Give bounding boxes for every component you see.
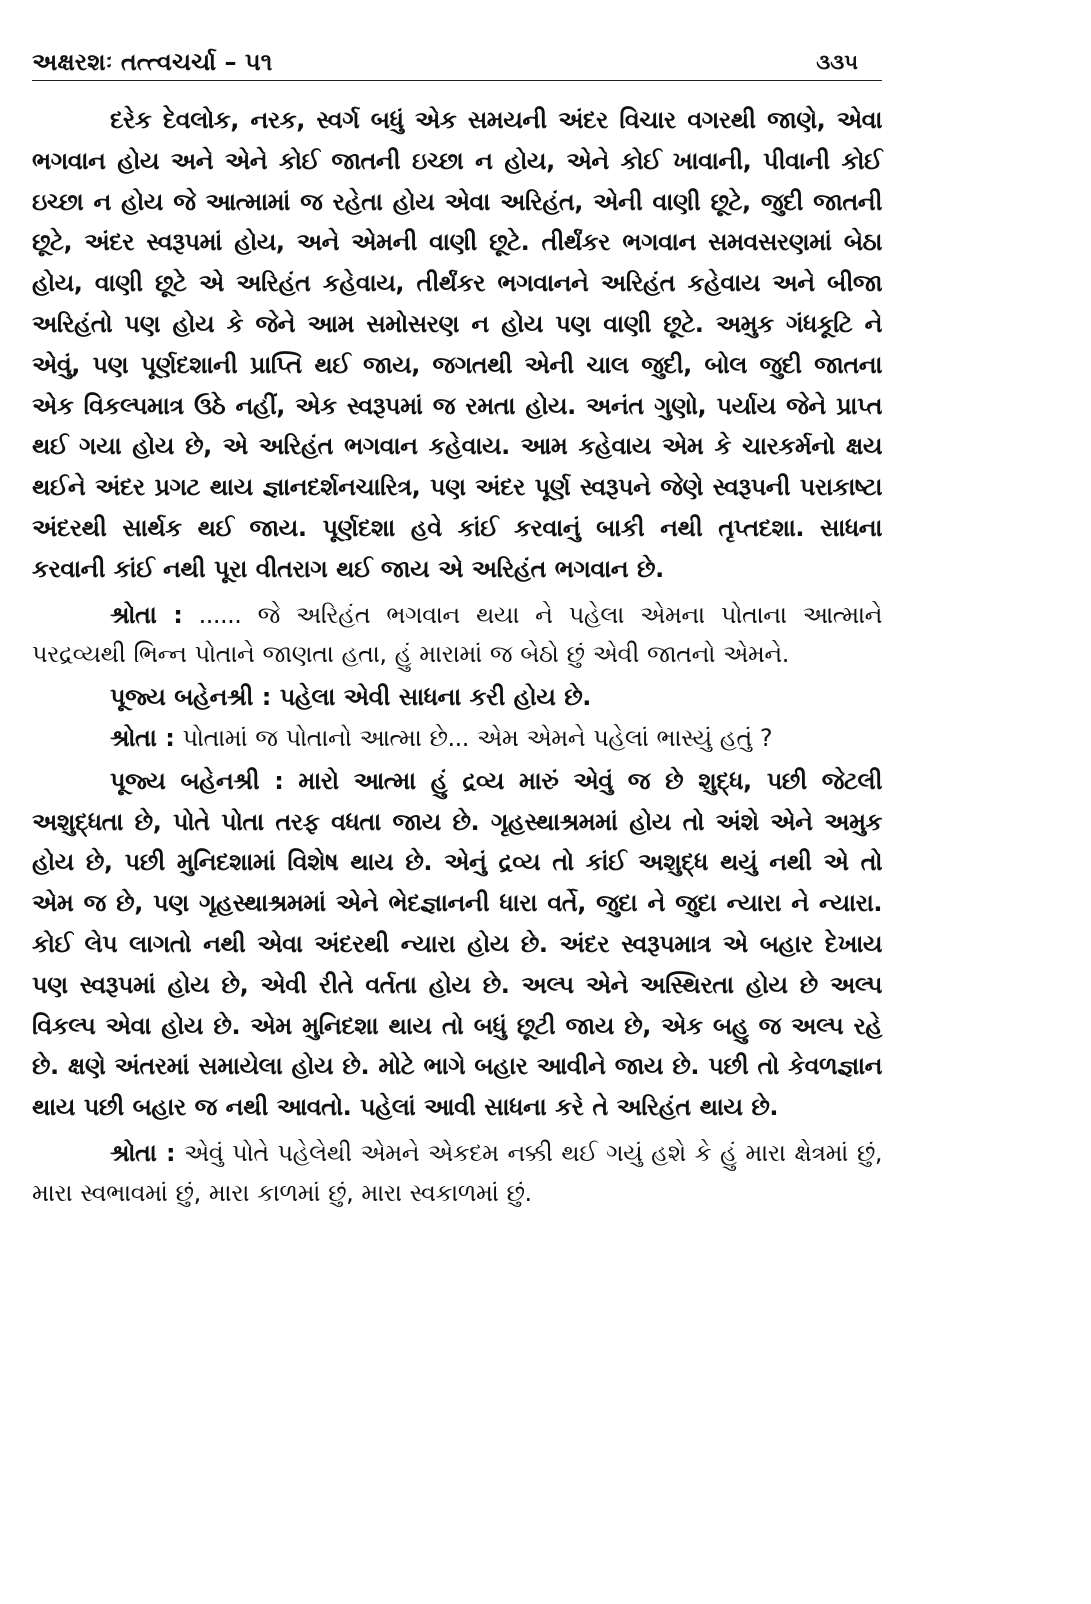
book-page	[32, 0, 882, 1604]
paragraph-6	[32, 1134, 882, 1213]
paragraph-text: ...... જે અરિહંત ભગવાન થયા ને પહેલા એમના પોતાના આત્માને પરદ્રવ્યથી ભિન્ન પોતાને જાણતા હતા, હું મારામાં જ બેઠો છું એવી જાતનો એમને.	[32, 600, 883, 669]
paragraph-1	[32, 100, 882, 590]
running-header	[32, 46, 882, 81]
paragraph-4	[32, 719, 882, 759]
paragraph-text: દરેક દેવલોક, નરક, સ્વર્ગ બધું એક સમયની અંદર વિચાર વગરથી જાણે, એવા ભગવાન હોય અને એને કોઈ જાતની ઇચ્છા ન હોય, એને કોઈ ખાવાની, પીવાની કોઈ ઇચ્છા ન હોય જે આત્મામાં જ રહેતા હોય એવા અરિહંત, એની વાણી છૂટે, જુદી જાતની છૂટે, અંદર સ્વરૂપમાં હોય, અને એમની વાણી છૂટે. તીર્થંકર ભગવાન સમવસરણમાં બેઠા હોય, વાણી છૂટે એ અરિહંત કહેવાય, તીર્થંકર ભગવાનને અરિહંત કહેવાય અને બીજા અરિહંતો પણ હોય કે જેને આમ સમોસરણ ન હોય પણ વાણી છૂટે. અમુક ગંધકૂટિ ને એવું, પણ પૂર્ણદશાની પ્રાપ્તિ થઈ જાય, જગતથી એની ચાલ જુદી, બોલ જુદી જાતના એક વિકલ્પમાત્ર ઉઠે નહીં, એક સ્વરૂપમાં જ રમતા હોય. અનંત ગુણો, પર્યાય જેને પ્રાપ્ત થઈ ગયા હોય છે, એ અરિહંત ભગવાન કહેવાય. આમ કહેવાય એમ કે ચારકર્મનો ક્ષય થઈને અંદર પ્રગટ થાય જ્ઞાનદર્શનચારિત્ર, પણ અંદર પૂર્ણ સ્વરૂપને જેણે સ્વરૂપની પરાકાષ્ટા અંદરથી સાર્થક થઈ જાય. પૂર્ણદશા હવે કાંઈ કરવાનું બાકી નથી તૃપ્તદશા. સાધના કરવાની કાંઈ નથી પૂરા વીતરાગ થઈ જાય એ અરિહંત ભગવાન છે.	[32, 106, 882, 583]
speaker-label: પૂજ્ય બહેનશ્રી :	[110, 682, 271, 711]
speaker-label: શ્રોતા :	[110, 724, 175, 753]
paragraph-text: પહેલા એવી સાધના કરી હોય છે.	[270, 682, 591, 711]
page-number: ૩૩૫	[816, 50, 858, 74]
paragraph-3	[32, 677, 882, 718]
paragraph-5	[32, 761, 882, 1128]
paragraph-text: પોતામાં જ પોતાનો આત્મા છે... એમ એમને પહેલાં ભાસ્યું હતું ?	[174, 724, 773, 753]
paragraph-text: મારો આત્મા હું દ્રવ્ય મારું એવું જ છે શુદ્ધ, પછી જેટલી અશુદ્ધતા છે, પોતે પોતા તરફ વધતા જાય છે. ગૃહસ્થાશ્રમમાં હોય તો અંશે એને અમુક હોય છે, પછી મુનિદશામાં વિશેષ થાય છે. એનું દ્રવ્ય તો કાંઈ અશુદ્ધ થયું નથી એ તો એમ જ છે, પણ ગૃહસ્થાશ્રમમાં એને ભેદજ્ઞાનની ધારા વર્તે, જુદા ને જુદા ન્યારા ને ન્યારા. કોઈ લેપ લાગતો નથી એવા અંદરથી ન્યારા હોય છે. અંદર સ્વરૂપમાત્ર એ બહાર દેખાય પણ સ્વરૂપમાં હોય છે, એવી રીતે વર્તતા હોય છે. અલ્પ એને અસ્થિરતા હોય છે અલ્પ વિકલ્પ એવા હોય છે. એમ મુનિદશા થાય તો બધું છૂટી જાય છે, એક બહુ જ અલ્પ રહે છે. ક્ષણે અંતરમાં સમાયેલા હોય છે. મોટે ભાગે બહાર આવીને જાય છે. પછી તો કેવળજ્ઞાન થાય પછી બહાર જ નથી આવતો. પહેલાં આવી સાધના કરે તે અરિહંત થાય છે.	[32, 766, 882, 1122]
paragraph-text: એવું પોતે પહેલેથી એમને એકદમ નક્કી થઈ ગયું હશે કે હું મારા ક્ષેત્રમાં છું, મારા સ્વભાવમાં છું, મારા કાળમાં છું, મારા સ્વકાળમાં છું.	[32, 1139, 883, 1207]
chapter-title: અક્ષરશઃ તત્ત્વચર્ચા – ૫૧	[32, 48, 273, 76]
speaker-label: પૂજ્ય બહેનશ્રી :	[110, 766, 284, 795]
speaker-label: શ્રોતા :	[110, 1139, 176, 1168]
paragraph-2	[32, 596, 882, 675]
speaker-label: શ્રોતા :	[110, 600, 183, 629]
page-body	[32, 100, 882, 1213]
